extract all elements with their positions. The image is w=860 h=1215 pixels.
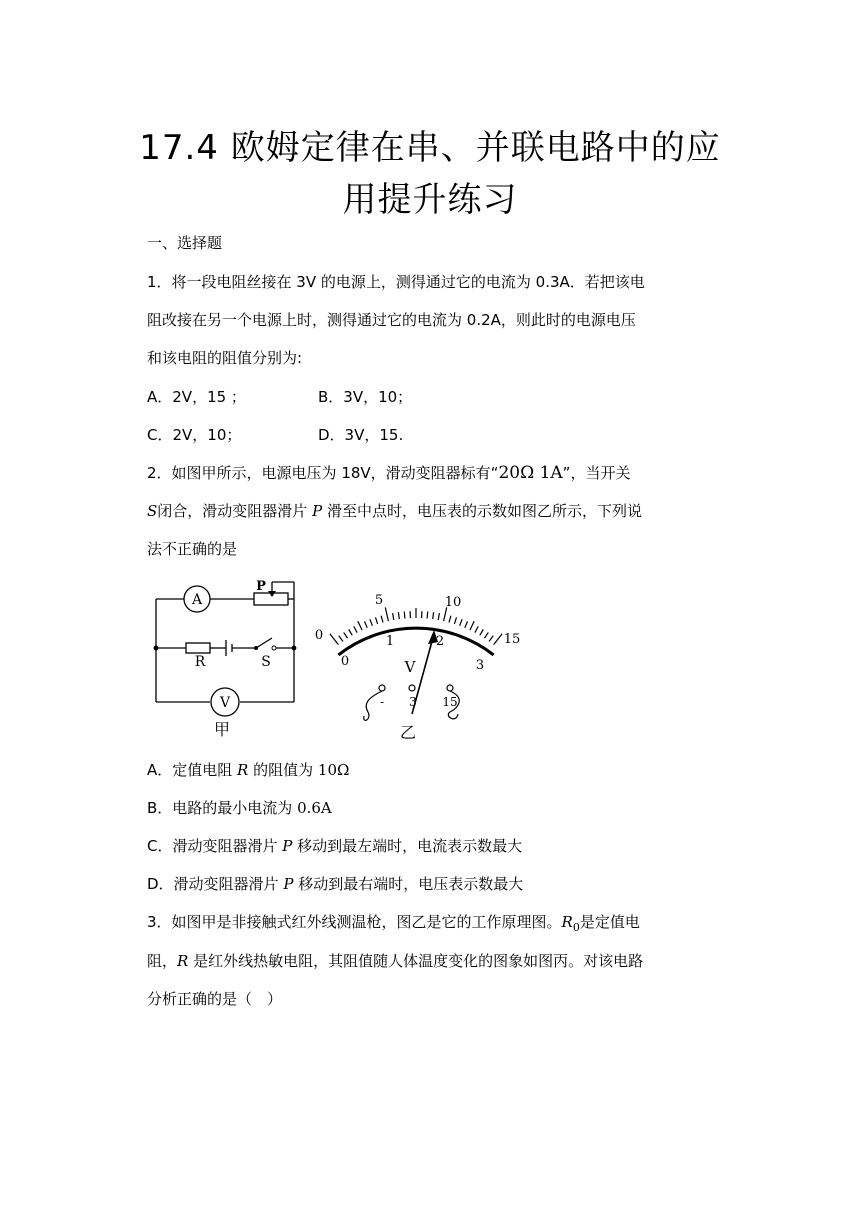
terminal-label: - — [379, 695, 385, 709]
q2-option-c — [147, 835, 522, 856]
dial-tick — [370, 619, 373, 626]
q2-switch-symbol: S — [147, 502, 158, 520]
q2-slider-symbol: P — [312, 502, 323, 520]
q1-option-b: B．3V，10； — [318, 388, 413, 406]
page-title — [120, 122, 740, 226]
q1-line-1: 1．将一段电阻丝接在 3V 的电源上，测得通过它的电流为 0.3A．若把该电 — [147, 273, 645, 291]
dial-tick — [454, 617, 456, 624]
title-line-2: 用提升练习 — [342, 180, 518, 220]
q2-text-d: 滑至中点时，电压表的示数如图乙所示，下列说 — [326, 502, 642, 520]
dial-tick — [427, 612, 428, 619]
q3-line-1 — [147, 911, 640, 934]
q3-r0-symbol: R — [561, 913, 573, 931]
lower-tick-label: 0 — [340, 654, 350, 669]
q2-option-c-text-2: 移动到最左端时，电流表示数最大 — [297, 837, 523, 855]
lower-tick-label: 3 — [475, 658, 485, 673]
q3-text-2c: 是红外线热敏电阻，其阻值随人体温度变化的图象如图丙。对该电路 — [193, 952, 644, 970]
dial-tick — [485, 632, 489, 638]
q2-text-a: 2．如图甲所示，电源电压为 18V，滑动变阻器标有“ — [147, 464, 499, 482]
terminal-label: 15 — [442, 695, 458, 709]
dial-tick — [385, 607, 388, 621]
dial-tick — [489, 636, 493, 642]
dial-tick — [376, 617, 378, 624]
ammeter-label: A — [191, 592, 203, 608]
dial-unit-label: V — [404, 658, 416, 676]
dial-tick — [381, 616, 383, 623]
lower-tick-label: 2 — [435, 634, 445, 649]
q3-r0-subscript: 0 — [572, 921, 580, 934]
q3-line-3: 分析正确的是（ ） — [147, 990, 283, 1008]
dial-tick — [465, 621, 468, 627]
dial-tick — [349, 629, 353, 635]
switch-label: S — [261, 654, 271, 670]
q1-option-d: D．3V，15. — [318, 426, 404, 444]
q3-text-d: 是定值电 — [579, 913, 640, 931]
figure-jia-caption: 甲 — [213, 720, 231, 739]
section-heading: 一、选择题 — [147, 234, 223, 252]
dial-tick — [438, 613, 439, 620]
voltmeter-dial-diagram — [306, 584, 536, 744]
q1-line-3: 和该电阻的阻值分别为: — [147, 349, 303, 367]
dial-tick — [470, 621, 474, 630]
q2-text-c: ”，当开关 — [562, 464, 631, 482]
q2-option-d-symbol: P — [283, 875, 294, 893]
q2-option-d-text-2: 移动到最右端时，电压表示数最大 — [298, 875, 524, 893]
voltmeter-label: V — [219, 695, 231, 711]
q2-option-a-value: 10Ω — [317, 761, 350, 779]
slider-label: P — [256, 579, 266, 594]
dial-tick — [480, 629, 484, 635]
q2-option-a-symbol: R — [237, 761, 249, 779]
q3-r-symbol: R — [177, 952, 189, 970]
dial-tick — [344, 632, 348, 638]
q2-option-b-text: B．电路的最小电流为 — [147, 799, 293, 817]
q1-option-a: A．2V，15 ； — [147, 388, 246, 406]
dial-tick — [354, 626, 357, 632]
q2-text-b: 闭合，滑动变阻器滑片 — [157, 502, 308, 520]
q2-option-c-text: C．滑动变阻器滑片 — [147, 837, 278, 855]
dial-tick — [365, 621, 368, 627]
q1-option-c: C．2V，10； — [147, 426, 242, 444]
q2-line-1 — [147, 462, 630, 483]
dial-tick — [393, 613, 394, 620]
q2-line-3: 法不正确的是 — [147, 540, 238, 558]
upper-tick-label: 0 — [314, 628, 324, 643]
dial-tick — [330, 634, 339, 645]
resistor-label: R — [194, 654, 206, 670]
circuit-diagram — [148, 572, 308, 744]
dial-tick — [398, 612, 399, 619]
lower-tick-label: 1 — [385, 634, 395, 649]
q2-option-b-value: 0.6A — [297, 799, 332, 817]
dial-tick — [475, 626, 478, 632]
upper-tick-label: 10 — [444, 595, 462, 610]
figure-yi-caption: 乙 — [399, 723, 417, 742]
q2-option-a-text: A．定值电阻 — [147, 761, 233, 779]
q3-text-a: 3．如图甲是非接触式红外线测温枪，图乙是它的工作原理图。 — [147, 913, 562, 931]
q2-option-d — [147, 873, 523, 894]
q2-option-d-text: D．滑动变阻器滑片 — [147, 875, 279, 893]
q2-line-2 — [147, 500, 642, 521]
terminal-label: 3 — [409, 695, 417, 709]
title-line-1: 17.4 欧姆定律在串、并联电路中的应 — [139, 128, 721, 168]
dial-tick — [358, 621, 362, 630]
dial-tick — [339, 636, 343, 642]
q2-option-c-symbol: P — [282, 837, 293, 855]
dial-tick — [460, 619, 463, 626]
q2-option-a-text-2: 的阻值为 — [253, 761, 314, 779]
dial-tick — [404, 612, 405, 619]
q3-line-2 — [147, 950, 643, 971]
q2-option-b — [147, 797, 332, 818]
q1-line-2: 阻改接在另一个电源上时，测得通过它的电流为 0.2A，则此时的电源电压 — [147, 311, 636, 329]
q2-option-a — [147, 759, 349, 780]
q3-text-2a: 阻， — [147, 952, 178, 970]
dial-tick — [449, 616, 451, 623]
dial-tick — [433, 612, 434, 619]
upper-tick-label: 5 — [374, 593, 384, 608]
q2-rheostat-rating: 20Ω 1A — [498, 463, 563, 483]
upper-tick-label: 15 — [503, 632, 521, 647]
dial-tick — [494, 634, 503, 645]
